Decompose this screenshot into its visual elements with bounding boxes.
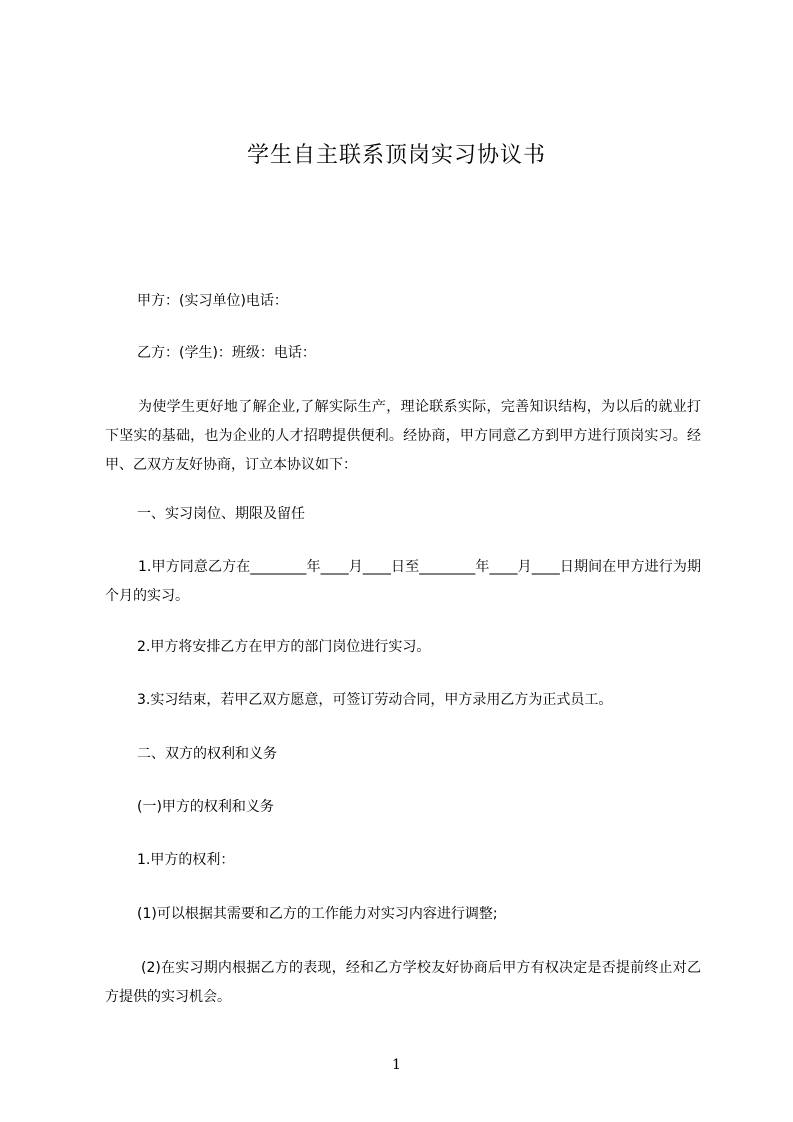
- right-1: (1)可以根据其需要和乙方的工作能力对实习内容进行调整;: [137, 906, 498, 922]
- party-b-line: 乙方：(学生)：班级：电话：: [137, 345, 316, 361]
- section-2-heading: 二、双方的权利和义务: [137, 746, 277, 762]
- clause-1-1: 1.甲方同意乙方在________年____月____日至________年____月____日期间在甲方进行为期个月的实习。: [105, 559, 701, 604]
- section-1-heading: 一、实习岗位、期限及留任: [137, 506, 305, 522]
- subsection-a-heading: (一)甲方的权利和义务: [137, 799, 274, 815]
- clause-1-3: 3.实习结束，若甲乙双方愿意，可签订劳动合同，甲方录用乙方为正式员工。: [137, 692, 613, 708]
- document-title: 学生自主联系顶岗实习协议书: [246, 143, 546, 168]
- preamble-paragraph: 为使学生更好地了解企业,了解实际生产，理论联系实际，完善知识结构，为以后的就业打下坚实的基础，也为企业的人才招聘提供便利。经协商，甲方同意乙方到甲方进行顶岗实习。经甲、乙双方友好协商，订立本协议如下：: [105, 399, 701, 473]
- party-a-line: 甲方：(实习单位)电话：: [137, 293, 288, 309]
- rights-heading: 1.甲方的权利：: [137, 852, 235, 868]
- clause-1-2: 2.甲方将安排乙方在甲方的部门岗位进行实习。: [137, 639, 431, 655]
- right-2: (2)在实习期内根据乙方的表现，经和乙方学校友好协商后甲方有权决定是否提前终止对乙方提供的实习机会。: [105, 960, 701, 1005]
- page-number: 1: [392, 1057, 401, 1073]
